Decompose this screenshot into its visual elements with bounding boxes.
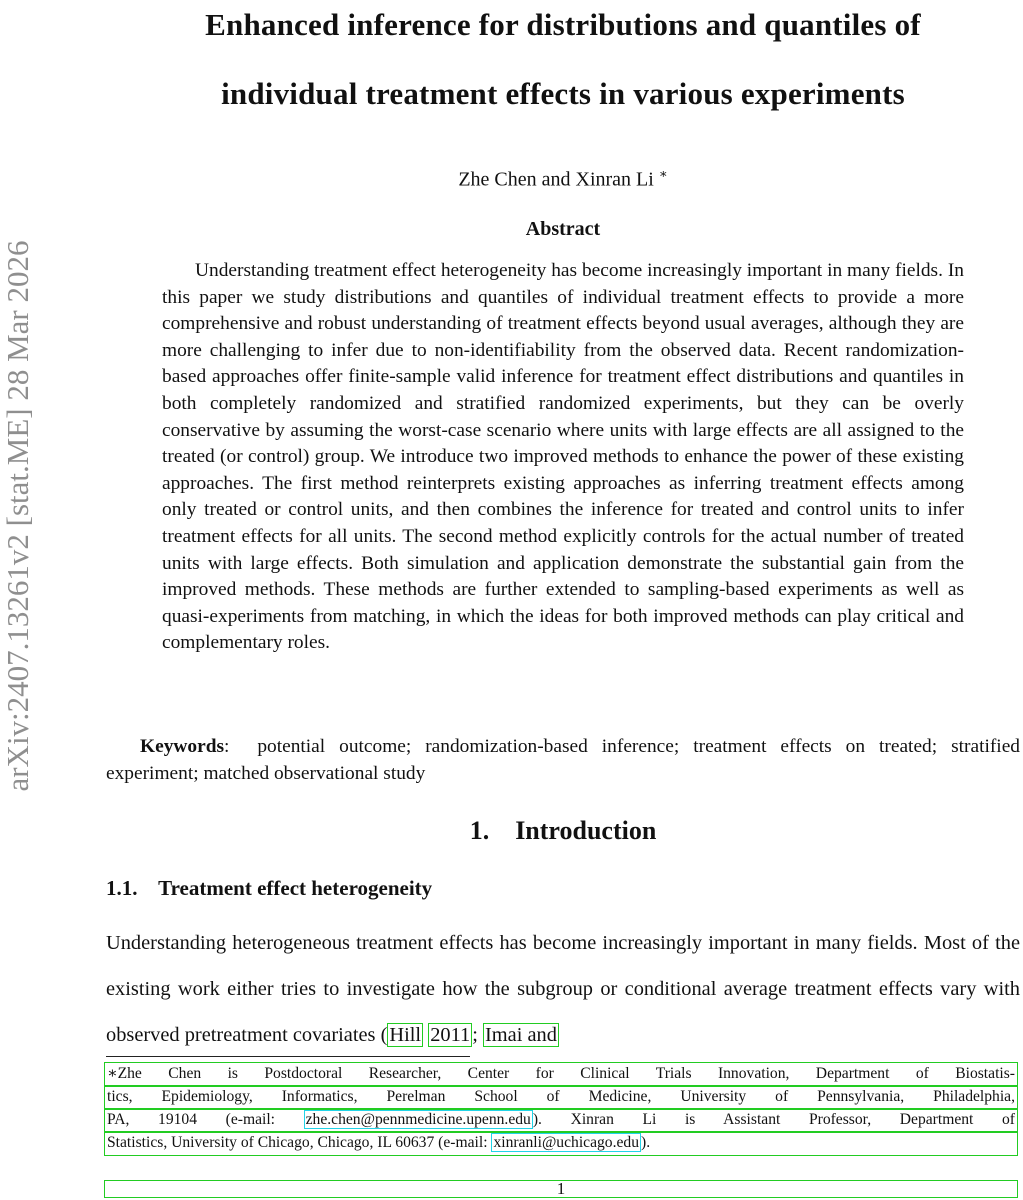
author-footnote-mark: ∗	[658, 166, 668, 181]
footnote-text: PA, 19104 (e-mail:	[107, 1111, 304, 1128]
title-line-1: Enhanced inference for distributions and quantiles of	[205, 7, 921, 42]
subsection-title: Treatment effect heterogeneity	[158, 876, 433, 900]
keywords-label: Keywords	[140, 736, 225, 757]
footnote-line[interactable]: ∗Zhe Chen is Postdoctoral Researcher, Center for Clinical Trials Innovation, Department of Biostatis-	[104, 1062, 1018, 1087]
arxiv-identifier: arXiv:2407.13261v2 [stat.ME] 28 Mar 2026	[0, 240, 35, 792]
section-title: Introduction	[515, 816, 657, 845]
email-link-li[interactable]: xinranli@uchicago.edu	[493, 1134, 639, 1151]
body-paragraph	[106, 920, 1020, 1058]
footnote-line[interactable]	[104, 1131, 1018, 1156]
footnote-text: Statistics, University of Chicago, Chicago, IL 60637 (e-mail:	[107, 1134, 492, 1151]
citation-link-imai[interactable]: Imai and	[485, 1024, 557, 1046]
footnote-text: ). Xinran Li is Assistant Professor, Department of	[532, 1111, 1015, 1128]
authors	[106, 166, 1020, 192]
footnote-line[interactable]	[104, 1108, 1018, 1133]
citation-link-hill[interactable]: Hill	[389, 1024, 422, 1046]
page-number[interactable]: 1	[104, 1180, 1018, 1198]
keywords-text: potential outcome; randomization-based inference; treatment effects on treated; stratified experiment; matched observational study	[106, 736, 1021, 784]
title-line-2: individual treatment effects in various experiments	[221, 76, 905, 111]
subsection-heading	[106, 876, 432, 901]
footnote-line[interactable]: tics, Epidemiology, Informatics, Perelman School of Medicine, University of Pennsylvania, Philadelphia,	[104, 1085, 1018, 1110]
footnote-text: ).	[641, 1134, 651, 1151]
citation-link-2011[interactable]: 2011	[430, 1024, 471, 1046]
keywords-colon: :	[224, 736, 230, 757]
keywords	[106, 733, 1020, 787]
abstract-text: Understanding treatment effect heterogeneity has become increasingly important in many fields. In this paper we study distributions and quantiles of individual treatment effects to provide a more comprehensive and robust understanding of treatment effects beyond usual averages, although they are more challenging to infer due to non-identifiability from the observed data. Recent randomization-based approaches offer finite-sample valid inference for treatment effect distributions and quantiles in both completely randomized and stratified randomized experiments, but they can be overly conservative by assuming the worst-case scenario where units with large effects are all assigned to the treated (or control) group. We introduce two improved methods to enhance the power of these existing approaches. The first method reinterprets existing approaches as inferring treatment effects among only treated or control units, and then combines the inference for treated and control units to infer treatment effects for all units. The second method explicitly controls for the actual number of treated units with large effects. Both simulation and application demonstrate the substantial gain from the improved methods. These methods are further extended to sampling-based experiments as well as quasi-experiments from matching, in which the ideas for both improved methods can play critical and complementary roles.	[162, 260, 964, 654]
email-link-chen[interactable]: zhe.chen@pennmedicine.upenn.edu	[305, 1111, 531, 1128]
body-text: Understanding heterogeneous treatment effects has become increasingly important in many fields. Most of the existing work either tries to investigate how the subgroup or conditional average treatment effects vary with observed pretreatment covariates (	[106, 932, 1020, 1046]
paper-title	[106, 0, 1020, 128]
footnote-rule	[106, 1056, 470, 1057]
section-heading	[106, 816, 1020, 846]
section-number: 1.	[469, 816, 490, 845]
citation-separator: ;	[472, 1024, 484, 1046]
abstract-heading: Abstract	[525, 218, 601, 240]
footnote	[104, 1062, 1018, 1156]
subsection-number: 1.1.	[106, 876, 138, 900]
author-names: Zhe Chen and Xinran Li	[458, 168, 654, 191]
